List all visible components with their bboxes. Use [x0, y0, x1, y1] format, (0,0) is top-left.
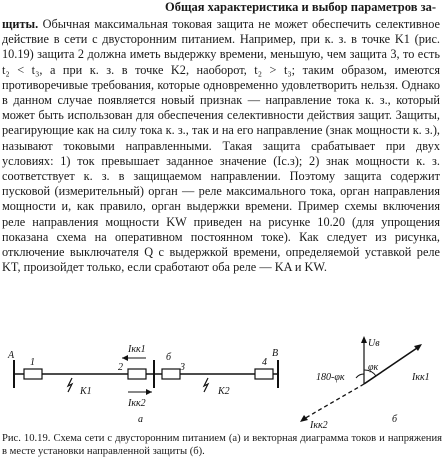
network-diagram [7, 344, 278, 425]
label-ikk1: Iкк1 [128, 344, 146, 355]
label-k1: K1 [80, 386, 92, 397]
label-ikk2-vector: Iкк2 [310, 420, 328, 430]
figure-diagram [0, 330, 444, 430]
label-3: 3 [180, 362, 185, 373]
breaker-3 [162, 369, 180, 379]
label-2: 2 [118, 362, 123, 373]
fault-k2-arrow [204, 378, 208, 392]
label-ub: Uв [368, 338, 380, 349]
section-heading [2, 0, 442, 15]
label-ikk2: Iкк2 [128, 398, 146, 409]
label-phi-k: φк [368, 362, 379, 373]
heading-line-1: Общая характеристика и выбор параметров за- [165, 0, 436, 14]
label-part-a: а [138, 414, 143, 425]
label-ikk1-vector: Iкк1 [412, 372, 430, 383]
label-4: 4 [262, 357, 267, 368]
caption-number: Рис. 10.19. [2, 433, 51, 444]
vector-ikk2 [302, 384, 364, 420]
fault-k1-arrow [68, 378, 72, 392]
figure-10-19 [0, 330, 444, 430]
paragraph-text: Обычная максимальная токовая защита не может обеспечить селективное действие в сети с двусторонним питанием. Например, при к. з. в точке K1 (рис. 10.19) защита 2 должна иметь выдержку времени, меньшую, чем защита 3, то есть t₂ < t₃, а при к. з. в точке K2, наоборот, t₂ > t₃; таким образом, имеются противоречивые требования, которые одновременно удовлетворить нельзя. Однако в данном случае появляется новый признак — направление тока к. з., который может быть использован для обеспечения селективности действия защит. Защиты, реагирующие как на силу тока к. з., так и на его направление (знак мощности к. з.), называют токовыми направленными. Такая защита срабатывает при двух условиях: 1) ток превышает заданное значение (Iс.з); 2) знак мощности к. з. соответствует к. з. в защищаемом направлении. Поэтому защита содержит пусковой (измерительный) орган — реле максимального тока, орган направления мощности и, как правило, орган выдержки времени. Пример схемы включения реле направления мощности KW приведен на рисунке 10.20 (для упрощения показана схема на оперативном постоянном токе). Как следует из рисунка, отключение выключателя Q с выдержкой времени, определяемой уставкой реле KT, произойдет только, если сработают оба реле — KA и KW. [2, 17, 441, 275]
breaker-1 [24, 369, 42, 379]
label-b: B [272, 348, 279, 359]
figure-caption [2, 432, 442, 458]
label-1: 1 [30, 357, 35, 368]
vector-diagram [300, 336, 430, 430]
breaker-2 [128, 369, 146, 379]
heading-line-2: щиты. [2, 17, 39, 31]
label-a: A [8, 350, 15, 361]
caption-text: Схема сети с двусторонним питанием (а) и векторная диаграмма токов и напряжения в месте установки направленной защиты (б). [2, 433, 442, 457]
label-b-small: б [166, 352, 172, 363]
label-k2: K2 [218, 386, 230, 397]
label-part-b: б [392, 414, 398, 425]
label-180-phi: 180-φк [316, 372, 345, 383]
body-paragraph [2, 17, 440, 275]
breaker-4 [255, 369, 273, 379]
